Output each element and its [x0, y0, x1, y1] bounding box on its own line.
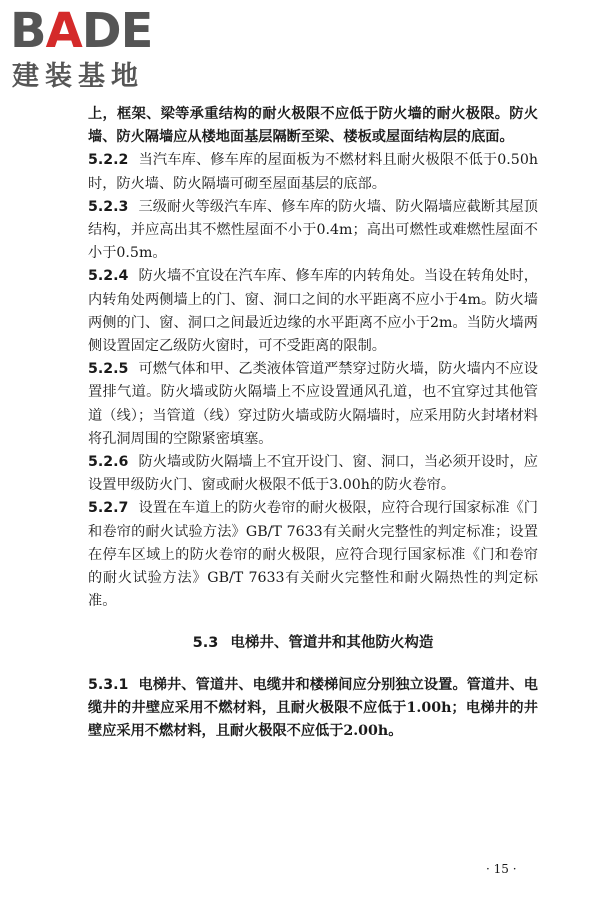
logo	[10, 3, 180, 92]
clause-number: 5.2.4	[88, 268, 129, 285]
clause-5-2-5: 5.2.5 可燃气体和甲、乙类液体管道严禁穿过防火墙，防火墙内不应设置排气道。防火墙或防火隔墙上不应设置通风孔道，也不宜穿过其他管道（线）；当管道（线）穿过防火墙或防火隔墙时，应采用防火封堵材料将孔洞周围的空隙紧密填塞。	[88, 361, 538, 447]
clause-number: 5.2.7	[88, 500, 129, 517]
logo-brand-text: BADE	[10, 3, 153, 59]
clause-number: 5.2.2	[88, 152, 129, 169]
clause-number: 5.2.6	[88, 454, 129, 471]
document-body	[88, 103, 538, 743]
clause-number: 5.2.3	[88, 198, 129, 215]
clause-number: 5.2.5	[88, 361, 129, 378]
clause-5-2-2: 5.2.2 当汽车库、修车库的屋面板为不燃材料且耐火极限不低于0.50h时，防火墙、防火隔墙可砌至屋面基层的底部。	[88, 152, 538, 192]
logo-accent-letter: A	[45, 3, 82, 59]
paragraph-continuation: 上，框架、梁等承重结构的耐火极限不应低于防火墙的耐火极限。防火墙、防火隔墙应从楼地面基层隔断至梁、楼板或屋面结构层的底面。	[88, 106, 538, 146]
clause-5-3-1: 5.3.1 电梯井、管道井、电缆井和楼梯间应分别独立设置。管道井、电缆井的井壁应采用不燃材料，且耐火极限不应低于1.00h；电梯井的井壁应采用不燃材料，且耐火极限不应低于2.00h。	[88, 676, 538, 740]
clause-number: 5.3.1	[88, 676, 129, 693]
logo-subtitle: 建装基地	[12, 61, 144, 92]
clause-5-2-4: 5.2.4 防火墙不宜设在汽车库、修车库的内转角处。当设在转角处时，内转角处两侧墙上的门、窗、洞口之间的水平距离不应小于4m。防火墙两侧的门、窗、洞口之间最近边缘的水平距离不应小于2m。当防火墙两侧设置固定乙级防火窗时，可不受距离的限制。	[88, 268, 538, 355]
page-number: · 15 ·	[486, 862, 517, 876]
clause-5-2-6: 5.2.6 防火墙或防火隔墙上不宜开设门、窗、洞口，当必须开设时，应设置甲级防火门、窗或耐火极限不低于3.00h的防火卷帘。	[88, 454, 538, 494]
section-number: 5.3	[192, 635, 219, 652]
clause-5-2-7: 5.2.7 设置在车道上的防火卷帘的耐火极限，应符合现行国家标准《门和卷帘的耐火试验方法》GB/T 7633有关耐火完整性的判定标准；设置在停车区域上的防火卷帘的耐火极限，应符合现行国家标准《门和卷帘的耐火试验方法》GB/T 7633有关耐火完整性和耐火隔热性的判定标准。	[88, 500, 538, 610]
clause-5-2-3: 5.2.3 三级耐火等级汽车库、修车库的防火墙、防火隔墙应截断其屋顶结构，并应高出其不燃性屋面不小于0.4m；高出可燃性或难燃性屋面不小于0.5m。	[88, 198, 538, 262]
section-heading	[88, 631, 538, 655]
section-title-text: 电梯井、管道井和其他防火构造	[230, 634, 434, 652]
